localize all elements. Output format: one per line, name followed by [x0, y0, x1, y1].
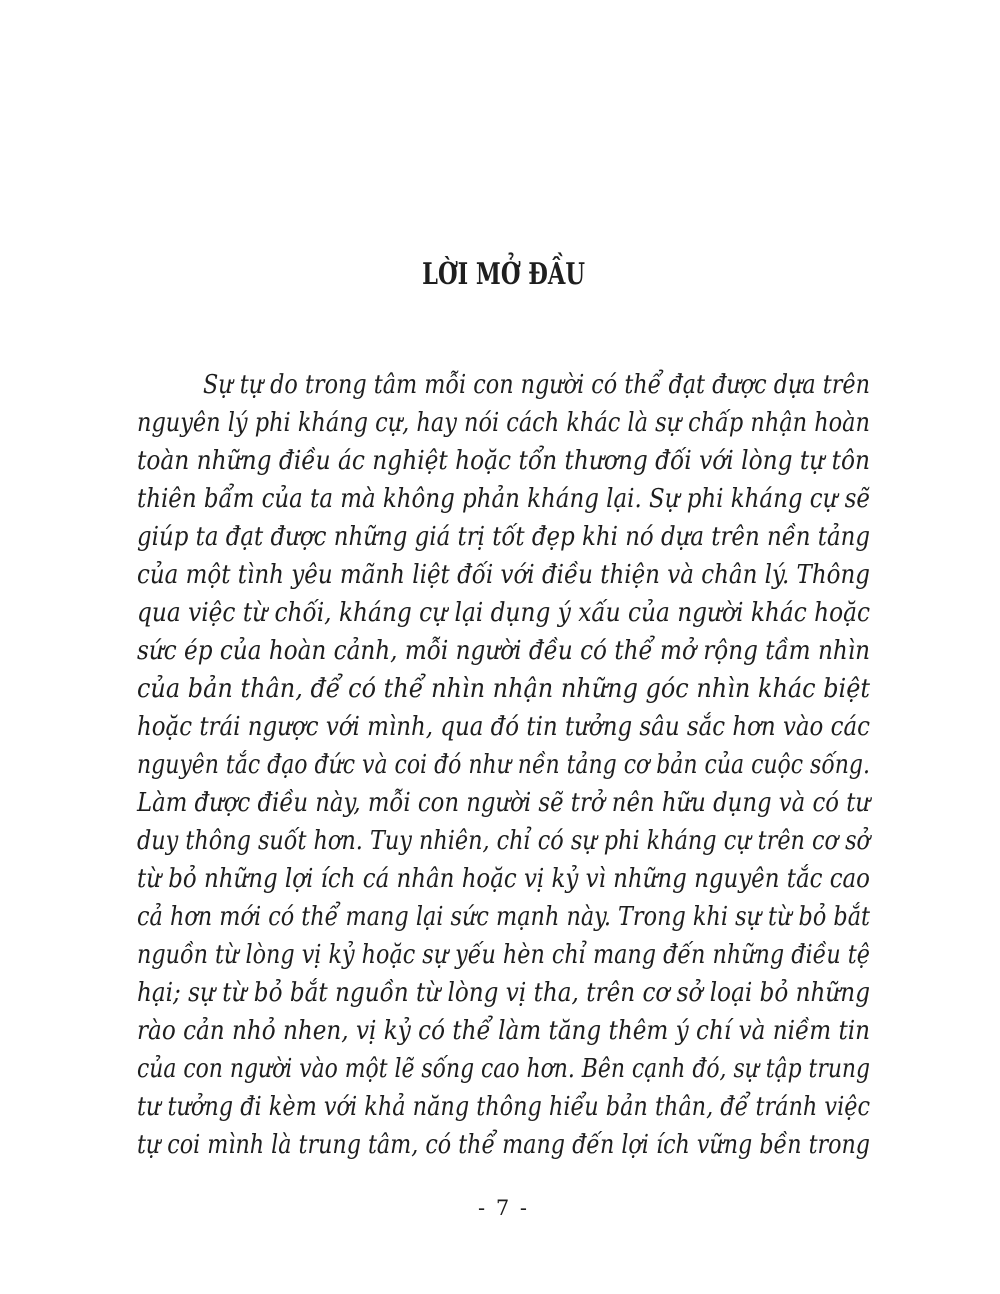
body-line-text: giúp ta đạt được những giá trị tốt đẹp khi nó dựa trên nền tảng — [137, 522, 871, 552]
body-line — [137, 594, 870, 632]
body-line-text: hại; sự từ bỏ bắt nguồn từ lòng vị tha, trên cơ sở loại bỏ những — [137, 978, 870, 1008]
body-line-text: hoặc trái ngược với mình, qua đó tin tưởng sâu sắc hơn vào các — [137, 712, 870, 742]
body-line-text: nguồn từ lòng vị kỷ hoặc sự yếu hèn chỉ mang đến những điều tệ — [137, 940, 870, 970]
body-line — [137, 442, 870, 480]
body-line — [137, 746, 870, 784]
body-line — [137, 860, 870, 898]
page-number: - 7 - — [478, 1196, 529, 1220]
body-line — [137, 556, 870, 594]
body-line — [137, 1088, 870, 1126]
body-line — [137, 366, 870, 404]
body-line — [137, 898, 870, 936]
body-line — [137, 708, 870, 746]
body-line — [137, 784, 870, 822]
body-line-text: tự coi mình là trung tâm, có thể mang đến lợi ích vững bền trong — [137, 1130, 871, 1160]
body-line — [137, 1012, 870, 1050]
body-line — [137, 670, 870, 708]
body-line-text: duy thông suốt hơn. Tuy nhiên, chỉ có sự phi kháng cự trên cơ sở — [137, 826, 870, 856]
body-line — [137, 1126, 870, 1164]
body-line-text: nguyên lý phi kháng cự, hay nói cách khác là sự chấp nhận hoàn — [137, 408, 870, 438]
body-line — [137, 480, 870, 518]
body-line-text: từ bỏ những lợi ích cá nhân hoặc vị kỷ vì những nguyên tắc cao — [137, 864, 870, 894]
body-line-text: của bản thân, để có thể nhìn nhận những góc nhìn khác biệt — [137, 674, 871, 704]
body-line-text: rào cản nhỏ nhen, vị kỷ có thể làm tăng thêm ý chí và niềm tin — [137, 1016, 871, 1046]
body-line — [137, 974, 870, 1012]
body-line-text: tư tưởng đi kèm với khả năng thông hiểu bản thân, để tránh việc — [137, 1092, 870, 1122]
body-line — [137, 632, 870, 670]
chapter-title-text: LỜI MỞ ĐẦU — [422, 257, 585, 292]
body-line — [137, 404, 870, 442]
body-line-text: sức ép của hoàn cảnh, mỗi người đều có thể mở rộng tầm nhìn — [137, 636, 871, 666]
body-line-text: của con người vào một lẽ sống cao hơn. Bên cạnh đó, sự tập trung — [137, 1054, 871, 1084]
body-line-text: cả hơn mới có thể mang lại sức mạnh này. Trong khi sự từ bỏ bắt — [137, 902, 870, 932]
body-line-text: của một tình yêu mãnh liệt đối với điều thiện và chân lý. Thông — [137, 560, 871, 590]
body-line — [137, 518, 870, 556]
body-text — [137, 366, 870, 1164]
body-line — [137, 822, 870, 860]
body-line-text: toàn những điều ác nghiệt hoặc tổn thương đối với lòng tự tôn — [137, 446, 871, 476]
chapter-title — [137, 256, 870, 294]
body-line-text: qua việc từ chối, kháng cự lại dụng ý xấu của người khác hoặc — [137, 598, 871, 628]
body-line — [137, 1050, 870, 1088]
body-line-text: Làm được điều này, mỗi con người sẽ trở nên hữu dụng và có tư — [137, 788, 871, 818]
body-line — [137, 936, 870, 974]
body-line-text: nguyên tắc đạo đức và coi đó như nền tảng cơ bản của cuộc sống. — [137, 750, 870, 780]
body-line-text: Sự tự do trong tâm mỗi con người có thể đạt được dựa trên — [203, 370, 870, 400]
body-line-text: thiên bẩm của ta mà không phản kháng lại. Sự phi kháng cự sẽ — [137, 484, 870, 514]
